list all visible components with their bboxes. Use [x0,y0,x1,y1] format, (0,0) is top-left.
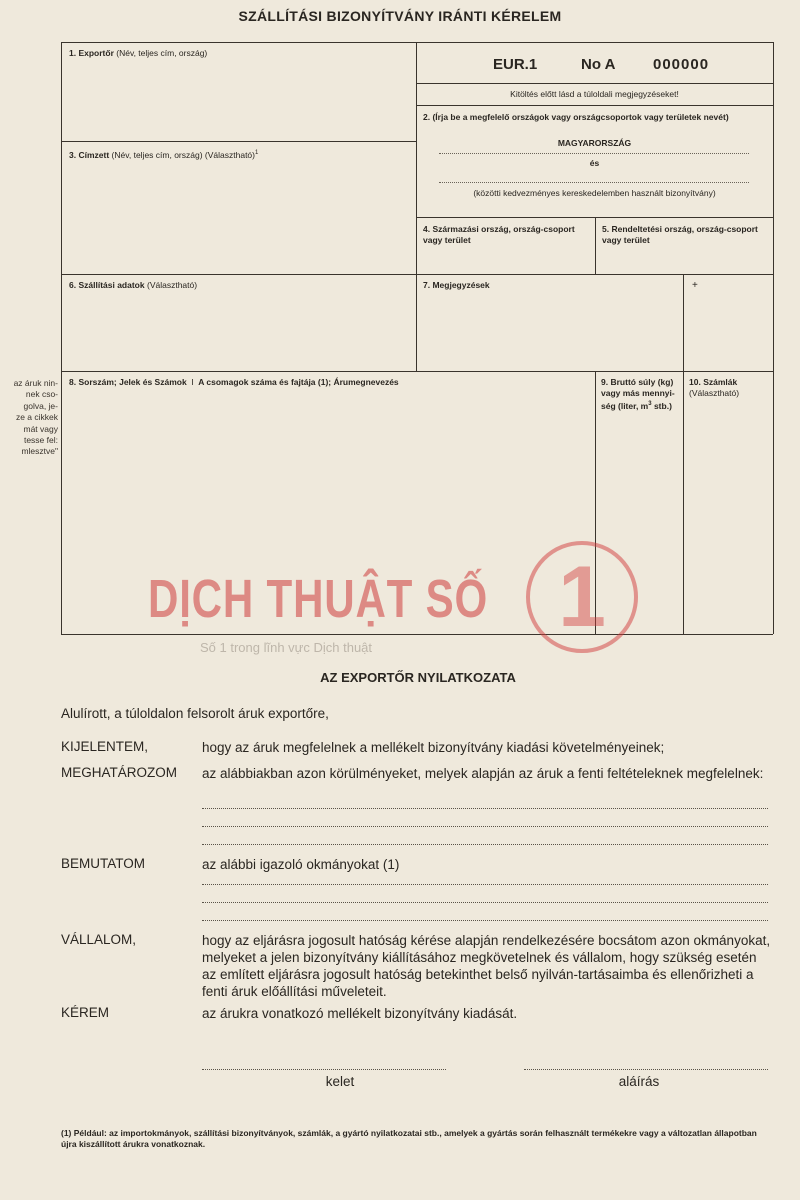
box7-label: 7. Megjegyzések [423,280,490,290]
place-date-label: kelet [325,1074,355,1089]
page-title: SZÁLLÍTÁSI BIZONYÍTVÁNY IRÁNTI KÉRELEM [238,8,562,24]
signature-line [524,1069,768,1070]
text-kerem: az árukra vonatkozó mellékelt bizonyítvány kiadását. [202,1006,518,1021]
form-line-row-boxes6-7 [61,274,773,275]
dotted-line [202,902,768,903]
text-vallalom: hogy az eljárásra jogosult hatóság kérése alapján rendelkezésére bocsátom azon okmányokat, melyeket a jelen bizonyítvány kiállításához megkövetelnek és vállalom, hogy szükség esetén az említett eljárásra jogosult hatóság betekinthet belső nyilván-tartásaimba és ellenőrizheti a fenti áruk előállítási műveleteit. [202,933,771,999]
note-before-fill: Kitöltés előtt lásd a túloldali megjegyzéseket! [510,89,679,99]
form-divider-box9-10 [683,371,684,634]
margin-note [0,378,58,458]
keyword-vallalom: VÁLLALOM, [61,932,137,947]
watermark-logo-digit: 1 [558,549,606,645]
box3-label: 3. Címzett (Név, teljes cím, ország) (Választható)$^1$ [69,149,259,160]
form-line-note-bottom [416,105,773,106]
form-line-row-box8 [61,371,773,372]
text-bemutatom: az alábbi igazoló okmányokat (1) [202,857,400,872]
eur-number: 000000 [653,56,710,73]
margin-note-line: mát vagy [23,423,58,434]
plus-mark: + [692,280,698,291]
watermark-text: DỊCH THUẬT SỐ [148,569,489,629]
box5-label: 5. Rendeltetési ország, ország-csoport vagy terület [602,224,758,245]
watermark-subtitle: Số 1 trong lĩnh vực Dịch thuật [200,640,373,655]
dotted-line [202,884,768,885]
keyword-kerem: KÉREM [61,1005,110,1020]
certificate-form [61,42,773,634]
box6-label: 6. Szállítási adatok (Választható) [69,280,198,290]
box2-country: MAGYARORSZÁG [557,138,632,148]
margin-note-line: mlesztve" [21,446,58,457]
form-line-eur-bottom [416,83,773,84]
declaration-title: AZ EXPORTŐR NYILATKOZATA [320,670,516,685]
form-border-top [61,42,773,43]
form-border-left [61,42,62,634]
eur-label: EUR.1 [493,56,538,73]
text-kijelentem: hogy az áruk megfelelnek a mellékelt bizonyítvány kiadási követelményeinek; [202,740,665,755]
box2-dotted-line-1 [439,153,749,154]
margin-note-line: tesse fel: [23,435,58,446]
form-divider-box7-plus [683,274,684,371]
form-divider-box4-5 [595,217,596,274]
box2-and: és [589,158,600,168]
keyword-meghatarozom: MEGHATÁROZOM [61,765,177,780]
form-border-bottom [61,634,773,635]
margin-note-line: nek cso- [25,389,58,400]
text-meghatarozom: az alábbiakban azon körülményeket, melyek alapján az áruk a fenti feltételeknek megfelelnek: [202,766,764,781]
watermark-logo-icon [525,540,640,655]
dotted-line [202,808,768,809]
box8-label: 8. Sorszám; Jelek és Számok I A csomagok száma és fajtája (1); Árumegnevezés [69,377,399,387]
margin-note-line: golva, je- [23,400,58,411]
margin-note-line: ze a cikkek [15,412,58,423]
box2-label: 2. (Írja be a megfelelő országok vagy országcsoportok vagy területek nevét) [423,112,729,122]
declaration-intro: Alulírott, a túloldalon felsorolt áruk exportőre, [61,706,329,721]
box9-label: 9. Bruttó súly (kg) vagy más mennyi-ség (liter, $m^3$ stb.) [601,377,675,411]
box1-label: 1. Exportőr (Név, teljes cím, ország) [69,48,208,58]
footnote: (1) Például: az importokmányok, szállítási bizonyítványok, számlák, a gyártó nyilatkozatai stb., amelyek a gyártás során felhasznált termékekre vagy a változatlan állapotban újra kiszállított árukra vonatkoznak. [61,1128,757,1149]
margin-note-line: az áruk nin- [13,378,58,388]
eur-no: No A [581,56,616,73]
keyword-kijelentem: KIJELENTEM, [61,739,149,754]
box2-dotted-line-2 [439,182,749,183]
form-border-right [773,42,774,634]
dotted-line [202,844,768,845]
dotted-line [202,826,768,827]
box4-label: 4. Származási ország, ország-csoport vagy terület [423,224,575,245]
keyword-bemutatom: BEMUTATOM [61,856,145,871]
signature-label: aláírás [618,1074,660,1089]
place-date-line [202,1069,446,1070]
box2-footer: (közötti kedvezményes kereskedelemben használt bizonyítvány) [473,188,716,198]
form-line-box1-bottom [61,141,416,142]
box10-label: 10. Számlák (Választható) [689,377,740,398]
dotted-line [202,920,768,921]
